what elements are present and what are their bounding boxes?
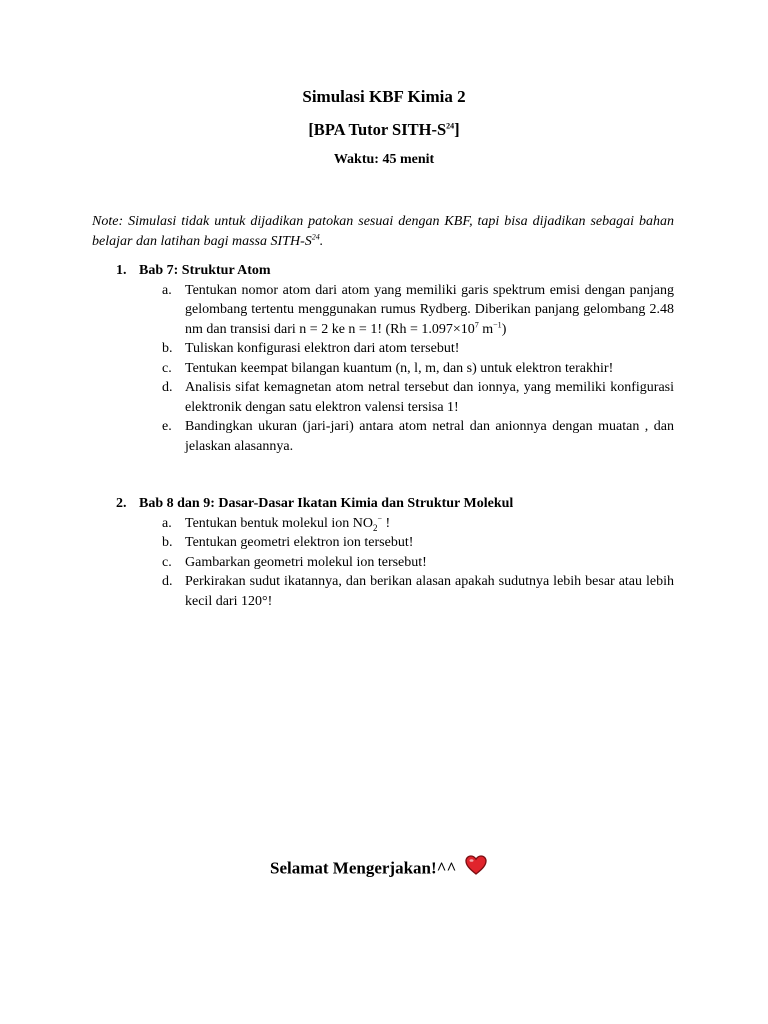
note-superscript: 24 (311, 232, 320, 242)
item-letter: a. (162, 515, 172, 531)
item-text: Bandingkan ukuran (jari-jari) antara atom netral dan anionnya dengan muatan , dan jelaskan alasannya. (185, 419, 674, 454)
subtitle-superscript: 24 (446, 121, 455, 131)
document-subtitle (0, 120, 768, 140)
closing-text: Selamat Mengerjakan!^^ (270, 858, 457, 878)
question-item (92, 572, 674, 611)
item-subscript: 2 (373, 522, 378, 533)
question-item (92, 339, 674, 359)
item-text: Gambarkan geometri molekul ion tersebut! (185, 554, 427, 570)
item-superscript: 7 (474, 319, 479, 329)
section-title: Bab 7: Struktur Atom (139, 263, 271, 278)
document-title: Simulasi KBF Kimia 2 (302, 87, 466, 106)
item-text: Tentukan nomor atom dari atom yang memiliki garis spektrum emisi dengan panjang gelombang tertentu menggunakan rumus Rydberg. Diberikan panjang gelombang 2.48 nm dan transisi dari n = 2 ke n = 1! (Rh = 1.097×10 (185, 282, 674, 337)
question-item (92, 533, 674, 553)
section-2 (92, 494, 674, 611)
item-text-end: ) (501, 321, 507, 337)
section-heading (92, 494, 674, 514)
subtitle-end: ] (454, 120, 460, 139)
item-superscript-unit: −1 (493, 319, 502, 329)
heart-icon (465, 855, 487, 880)
note-end: . (319, 234, 324, 249)
item-letter: b. (162, 341, 173, 356)
section-heading (92, 261, 674, 281)
section-number: 2. (116, 496, 127, 511)
question-item (92, 378, 674, 417)
item-letter: d. (162, 574, 173, 589)
item-text-end: ! (382, 515, 391, 531)
item-text: Perkirakan sudut ikatannya, dan berikan alasan apakah sudutnya lebih besar atau lebih kecil dari 120°! (185, 574, 674, 609)
item-letter: e. (162, 419, 172, 434)
time-limit: Waktu: 45 menit (333, 152, 435, 167)
item-letter: c. (162, 554, 172, 570)
question-item (92, 281, 674, 340)
section-title: Bab 8 dan 9: Dasar-Dasar Ikatan Kimia dan Struktur Molekul (139, 496, 514, 511)
item-text: Tentukan geometri elektron ion tersebut! (185, 535, 414, 550)
item-letter: a. (162, 282, 172, 298)
note-text: Note: Simulasi tidak untuk dijadikan patokan sesuai dengan KBF, tapi bisa dijadikan sebagai bahan belajar dan latihan bagi massa SITH-S (92, 214, 674, 249)
item-text: Tentukan bentuk molekul ion NO (185, 515, 373, 531)
item-letter: d. (162, 380, 173, 395)
item-letter: b. (162, 535, 173, 550)
closing-message (270, 857, 487, 882)
section-1 (92, 261, 674, 456)
question-item (92, 514, 674, 534)
item-text: Tentukan keempat bilangan kuantum (n, l, m, dan s) untuk elektron terakhir! (185, 360, 614, 376)
note-paragraph (92, 212, 674, 252)
item-text: Tuliskan konfigurasi elektron dari atom tersebut! (185, 341, 460, 356)
subtitle-text: [BPA Tutor SITH-S (308, 120, 447, 139)
item-superscript: − (377, 513, 383, 523)
item-text-unit: m (478, 321, 494, 337)
item-text: Analisis sifat kemagnetan atom netral tersebut dan ionnya, yang memiliki konfigurasi elektronik dengan satu elektron valensi tersisa 1! (185, 380, 674, 415)
item-letter: c. (162, 360, 172, 376)
question-item (92, 359, 674, 379)
section-number: 1. (116, 263, 127, 278)
question-item (92, 417, 674, 456)
question-item (92, 553, 674, 573)
